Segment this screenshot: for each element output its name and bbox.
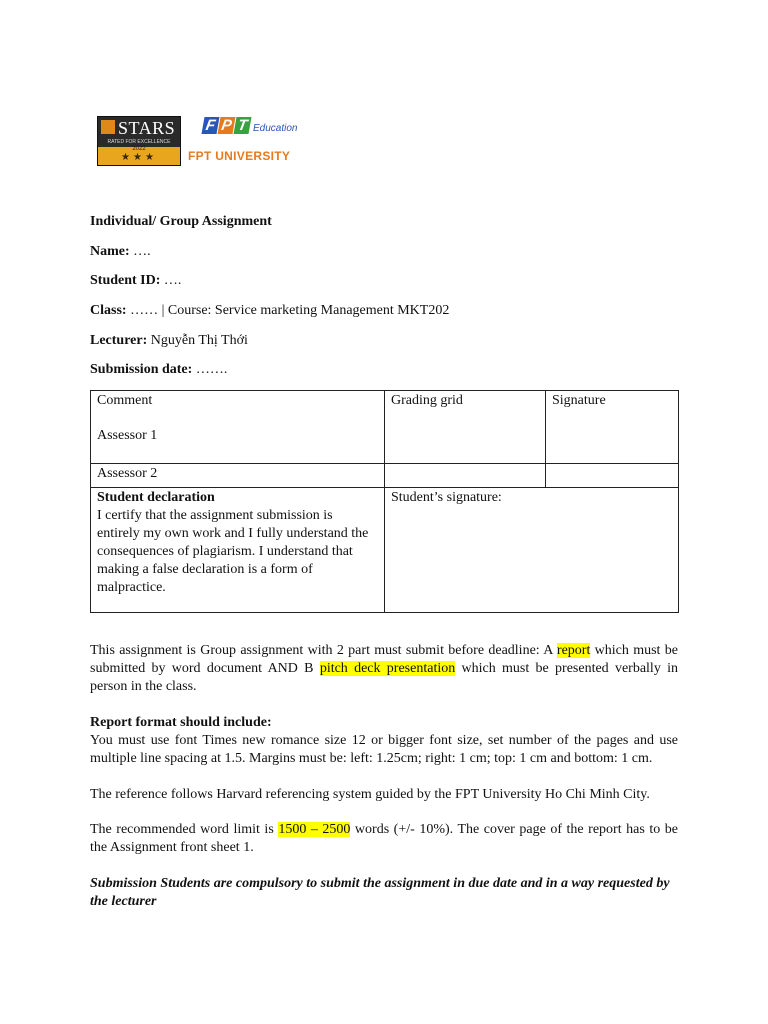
fpt-letters	[203, 117, 251, 134]
fpt-university-label: FPT UNIVERSITY	[188, 149, 291, 163]
fpt-education-label: Education	[253, 123, 298, 134]
grading-grid-label: Grading grid	[391, 393, 463, 408]
stars-rating-logo	[97, 116, 181, 166]
comment-label: Comment	[97, 393, 153, 408]
report-format-paragraph: You must use font Times new romance size 12 or bigger font size, set number of the pages and use multiple line spacing at 1.5. Margins must be: left: 1.25cm; right: 1 cm; top: 1 cm and bottom: 1 cm.	[90, 733, 678, 766]
submission-date-value: …….	[192, 362, 228, 377]
grading-grid-cell	[385, 391, 546, 464]
declaration-title: Student declaration	[97, 490, 215, 505]
intro-text-3: which must be presented verbally in person in the class.	[90, 661, 678, 694]
highlight-pitch-deck: pitch deck presentation	[319, 661, 456, 676]
student-id-label: Student ID:	[90, 273, 161, 288]
assessment-table	[90, 390, 679, 613]
intro-text-2: which must be submitted by word document AND B	[90, 643, 678, 676]
fpt-letter-f: F	[202, 117, 220, 134]
student-signature-label: Student’s signature:	[391, 490, 502, 505]
student-id-field	[90, 272, 181, 290]
stars-logo-word: STARS	[118, 118, 176, 138]
assessor-2-cell	[91, 464, 385, 488]
assessor-1-row	[91, 391, 679, 464]
student-signature-cell	[385, 488, 679, 613]
word-limit-paragraph	[90, 821, 678, 857]
class-value: …… | Course: Service marketing Management MKT202	[126, 303, 450, 318]
stars-logo-rating: ★★★	[121, 152, 157, 163]
lecturer-field	[90, 332, 248, 350]
fpt-letter-p: P	[218, 117, 236, 134]
assessor-1-label: Assessor 1	[97, 428, 158, 443]
lecturer-label: Lecturer:	[90, 333, 148, 348]
highlight-word-limit: 1500 – 2500	[278, 822, 351, 837]
declaration-cell	[91, 488, 385, 613]
class-label: Class:	[90, 303, 127, 318]
intro-text-1: This assignment is Group assignment with 2 part must submit before deadline: A	[90, 643, 557, 658]
submission-date-field	[90, 361, 227, 379]
stars-logo-year: 2022	[132, 146, 146, 152]
assessor-2-row	[91, 464, 679, 488]
assignment-type-heading: Individual/ Group Assignment	[90, 214, 272, 229]
fpt-education-logo	[188, 117, 313, 167]
signature-label: Signature	[552, 393, 606, 408]
name-field	[90, 243, 151, 261]
lecturer-value: Nguyễn Thị Thới	[147, 333, 248, 348]
comment-cell	[91, 391, 385, 464]
name-label: Name:	[90, 244, 130, 259]
highlight-report: report	[556, 643, 591, 658]
submission-date-label: Submission date:	[90, 362, 193, 377]
student-id-value: ….	[160, 273, 182, 288]
assessor-2-label: Assessor 2	[97, 466, 158, 481]
submission-note: Submission Students are compulsory to submit the assignment in due date and in a way requested by the lecturer	[90, 876, 670, 909]
assessor-2-grade-cell	[385, 464, 546, 488]
fpt-letter-t: T	[234, 117, 252, 134]
declaration-text: I certify that the assignment submission is entirely my own work and I fully understand the consequences of plagiarism. I understand that making a false declaration is a form of malpractice.	[97, 508, 369, 595]
reference-paragraph: The reference follows Harvard referencing system guided by the FPT University Ho Chi Minh City.	[90, 787, 650, 802]
name-value: ….	[129, 244, 151, 259]
intro-paragraph	[90, 642, 678, 696]
word-limit-text-1: The recommended word limit is	[90, 822, 279, 837]
star-emblem-icon	[101, 120, 115, 134]
declaration-row	[91, 488, 679, 613]
word-limit-text-2: words (+/- 10%). The cover page of the report has to be the Assignment front sheet 1.	[90, 822, 678, 855]
report-format-heading: Report format should include:	[90, 715, 272, 730]
class-field	[90, 302, 449, 320]
stars-logo-tagline: RATED FOR EXCELLENCE	[107, 139, 171, 145]
signature-cell	[546, 391, 679, 464]
assessor-2-signature-cell	[546, 464, 679, 488]
